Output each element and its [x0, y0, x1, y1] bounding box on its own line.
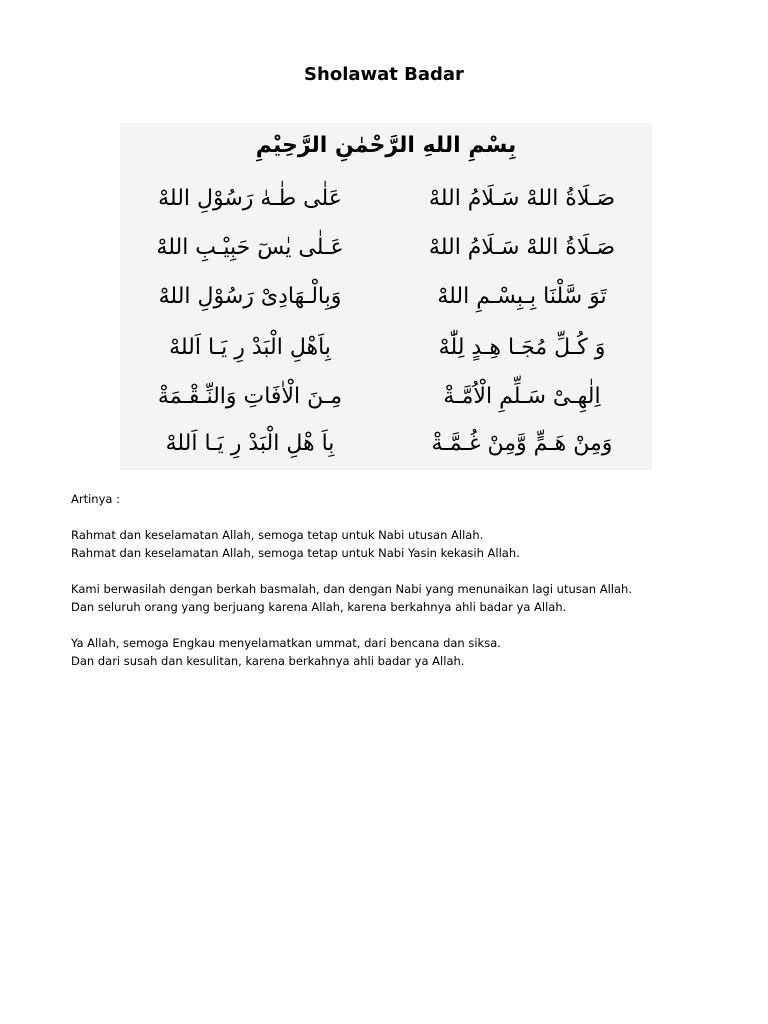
verse-line: [120, 377, 652, 417]
verse-second-half: مِـنَ الْاٰفَاتِ وَالنِّـقْـمَةْ: [157, 384, 343, 409]
verse-line: [120, 179, 652, 219]
verse-first-half: تَوَ سَّلْنَا بِـبِسْـمِ اللهْ: [437, 284, 607, 309]
translation-line: Rahmat dan keselamatan Allah, semoga tetap untuk Nabi Yasin kekasih Allah.: [71, 546, 520, 560]
verse-second-half: عَـلٰى يٰسٓ حَبِيْـبِ اللهْ: [156, 235, 344, 260]
verse-first-half: صَـلَاةُ اللهْ سَـلَامُ اللهْ: [428, 186, 616, 211]
translation-line: Dan seluruh orang yang berjuang karena Allah, karena berkahnya ahli badar ya Allah.: [71, 600, 567, 614]
verse-second-half: وَبِالْـهَادِىْ رَسُوْلِ اللهْ: [158, 284, 342, 309]
verse-second-half: عَلٰى طٰـهٰ رَسُوْلِ اللهْ: [158, 186, 342, 211]
translation-line: Dan dari susah dan kesulitan, karena berkahnya ahli badar ya Allah.: [71, 654, 465, 668]
verse-first-half: اِلٰهِـىْ سَـلِّمِ الْاُمَّـةْ: [443, 384, 601, 409]
verse-line: [120, 277, 652, 317]
verse-first-half: صَـلَاةُ اللهْ سَـلَامُ اللهْ: [428, 235, 616, 260]
verse-first-half: وَ كُـلِّ مُجَـا هِـدٍ لِلّٰهْ: [438, 335, 606, 360]
translation-line: Ya Allah, semoga Engkau menyelamatkan ummat, dari bencana dan siksa.: [71, 636, 501, 650]
translation-line: Rahmat dan keselamatan Allah, semoga tetap untuk Nabi utusan Allah.: [71, 528, 484, 542]
verse-second-half: بِاَ هْلِ الْبَدْ رِ يَـا اَللهْ: [165, 431, 335, 456]
page-title: Sholawat Badar: [304, 64, 464, 85]
translation-heading: Artinya :: [71, 492, 120, 506]
verse-second-half: بِاَهْلِ الْبَدْ رِ يَـا اَللهْ: [169, 335, 331, 360]
arabic-text-image: [120, 123, 652, 470]
verse-line: [120, 228, 652, 268]
verse-first-half: وَمِنْ هَـمٍّ وَّمِنْ غُـمَّـةْ: [431, 431, 613, 456]
translation-section: [71, 490, 711, 670]
basmalah: بِسْمِ اللهِ الرَّحْمٰنِ الرَّحِيْمِ: [255, 133, 517, 158]
translation-line: Kami berwasilah dengan berkah basmalah, dan dengan Nabi yang menunaikan lagi utusan Allah.: [71, 582, 632, 596]
verse-line: [120, 328, 652, 368]
verse-line: [120, 424, 652, 464]
